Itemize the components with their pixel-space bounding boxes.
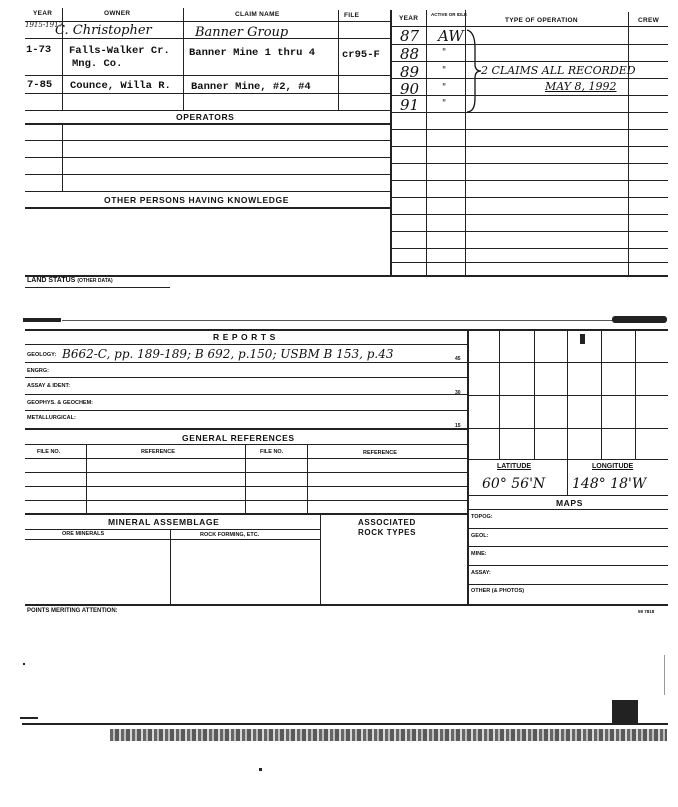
rule [170,529,171,604]
rule [467,428,668,429]
activity-status: AW [438,27,464,45]
rule [25,275,668,277]
rule [467,495,668,496]
latitude-value: 60° 56'N [482,476,546,492]
owner-row-claim: Banner Group [195,25,289,40]
rule [567,459,568,495]
rule [390,112,668,113]
general-references-title: GENERAL REFERENCES [182,433,295,443]
activity-year: 89 [400,63,420,81]
rule [390,197,668,198]
scan-artifact [22,723,668,725]
rule [467,565,668,566]
scan-artifact [664,655,665,695]
maps-other-label: OTHER (& PHOTOS) [471,588,525,594]
rule [25,604,668,606]
rule [25,140,390,141]
rule [467,362,668,363]
rule [25,513,467,515]
rule [183,8,184,110]
rule [390,180,668,181]
rule [467,509,668,510]
rule [390,129,668,130]
scan-artifact [580,334,585,344]
rock-types-label: ROCK TYPES [358,528,417,537]
longitude-label: LONGITUDE [592,463,634,470]
scan-artifact [23,318,61,322]
header-file: FILE [344,12,360,19]
activity-year: 87 [400,27,420,45]
rule [25,174,390,175]
rule [467,329,469,604]
ore-minerals-header: ORE MINERALS [62,531,105,537]
header-year: YEAR [33,10,53,17]
rule [86,444,87,513]
rule [467,395,668,396]
rule [390,146,668,147]
ref-reference-header: REFERENCE [141,449,175,455]
rule [390,248,668,249]
rule [390,163,668,164]
scan-artifact [62,320,622,321]
rule [62,8,63,110]
rule [635,329,636,459]
rule [628,12,629,275]
owner-row-claim: Banner Mine 1 thru 4 [189,47,316,59]
form-number: 59 7818 [638,609,655,614]
operation-date: MAY 8, 1992 [545,80,617,93]
maps-title: MAPS [556,498,583,508]
scale-45: 45 [455,356,461,362]
land-status-title: LAND STATUS [27,277,76,284]
rule [245,444,246,513]
scale-15: 15 [455,423,461,429]
rule [320,513,321,604]
rule [390,95,668,96]
rule [25,394,467,395]
ref-reference-header-2: REFERENCE [363,450,397,456]
rule [25,157,390,158]
rule [25,191,390,192]
rule [465,10,466,275]
rule [390,262,668,263]
scan-artifact [20,717,38,719]
header-year-2: YEAR [399,15,419,22]
owner-row-owner: Counce, Willa R. [70,80,171,92]
rule [567,329,568,459]
owner-row-year: 7-85 [27,79,53,91]
other-persons-label: OTHER PERSONS HAVING KNOWLEDGE [104,195,290,205]
rule [390,231,668,232]
rule [25,458,467,459]
owner-row-claim: Banner Mine, #2, #4 [191,81,311,93]
geology-label: GEOLOGY: [27,352,57,358]
rule [62,123,63,191]
activity-status: " [442,83,447,93]
activity-year: 91 [400,96,420,114]
owner-row-file: cr95-F [342,49,380,61]
rule [25,377,467,378]
rock-forming-header: ROCK FORMING, ETC. [200,532,260,538]
rule [25,362,467,363]
ref-file-no-header: FILE NO. [37,449,61,455]
rule [25,93,390,94]
land-status-sub: (OTHER DATA) [77,278,113,284]
activity-status: " [442,99,447,109]
engrg-label: ENGRG: [27,368,49,374]
ref-file-no-header-2: FILE NO. [260,449,284,455]
rule [467,584,668,585]
rule [390,78,668,79]
rule [25,529,320,530]
rule [25,75,390,76]
rule [25,207,390,209]
rule [25,472,467,473]
scale-30: 30 [455,390,461,396]
scan-artifact [259,768,262,771]
activity-status: " [442,48,447,58]
reports-title: R E P O R T S [213,332,276,342]
owner-row-year: 1-73 [26,44,52,56]
header-owner: OWNER [104,10,131,17]
rule [390,214,668,215]
activity-status: " [442,66,447,76]
rule [338,10,339,110]
rule [25,287,170,288]
rule [390,26,668,27]
rule [25,110,390,111]
rule [467,528,668,529]
rule [390,61,668,62]
rule [307,444,308,513]
rule [25,123,390,125]
rule [25,38,390,39]
rule [426,10,427,275]
rule [25,500,467,501]
scan-artifact [23,663,25,665]
maps-assay-label: ASSAY: [471,570,491,576]
activity-year: 90 [400,80,420,98]
owner-row-year: 1915-1917 [25,21,63,29]
operation-note: 2 CLAIMS ALL RECORDED [481,64,636,77]
mineral-assemblage-title: MINERAL ASSEMBLAGE [108,517,220,527]
metallurgical-label: METALLURGICAL: [27,415,76,421]
maps-topog-label: TOPOG: [471,514,493,520]
owner-row-owner: Mng. Co. [72,58,123,70]
rule [25,486,467,487]
scan-artifact [612,700,638,724]
rule [499,329,500,459]
rule [25,329,668,331]
rule [390,10,392,275]
rule [25,539,320,540]
assay-label: ASSAY & IDENT: [27,383,71,389]
maps-mine-label: MINE: [471,551,487,557]
header-type-of-operation: TYPE OF OPERATION [505,17,578,24]
geophys-label: GEOPHYS. & GEOCHEM: [27,400,94,406]
operators-label: OPERATORS [176,112,235,122]
rule [25,444,467,445]
rule [25,21,390,22]
geology-value: B662-C, pp. 189-189; B 692, p.150; USBM B 153, p.43 [62,347,394,361]
activity-year: 88 [400,45,420,63]
owner-row-owner: C. Christopher [55,23,152,38]
land-status-label [27,277,113,284]
rule [601,329,602,459]
longitude-value: 148° 18'W [572,476,647,492]
owner-row-owner: Falls-Walker Cr. [69,45,170,57]
rule [534,329,535,459]
latitude-label: LATITUDE [497,463,532,470]
rule [467,546,668,547]
rule [25,344,467,345]
scan-artifact [612,316,667,323]
points-meriting-attention-label: POINTS MERITING ATTENTION: [27,608,118,614]
header-active-idle: ACTIVE OR IDLE [431,12,468,17]
header-claim-name: CLAIM NAME [235,11,280,18]
rule [390,44,668,45]
rule [25,410,467,411]
header-crew: CREW [638,17,660,24]
scan-artifact [110,729,667,741]
associated-label: ASSOCIATED [358,518,416,527]
rule [25,428,467,430]
maps-geol-label: GEOL: [471,533,489,539]
